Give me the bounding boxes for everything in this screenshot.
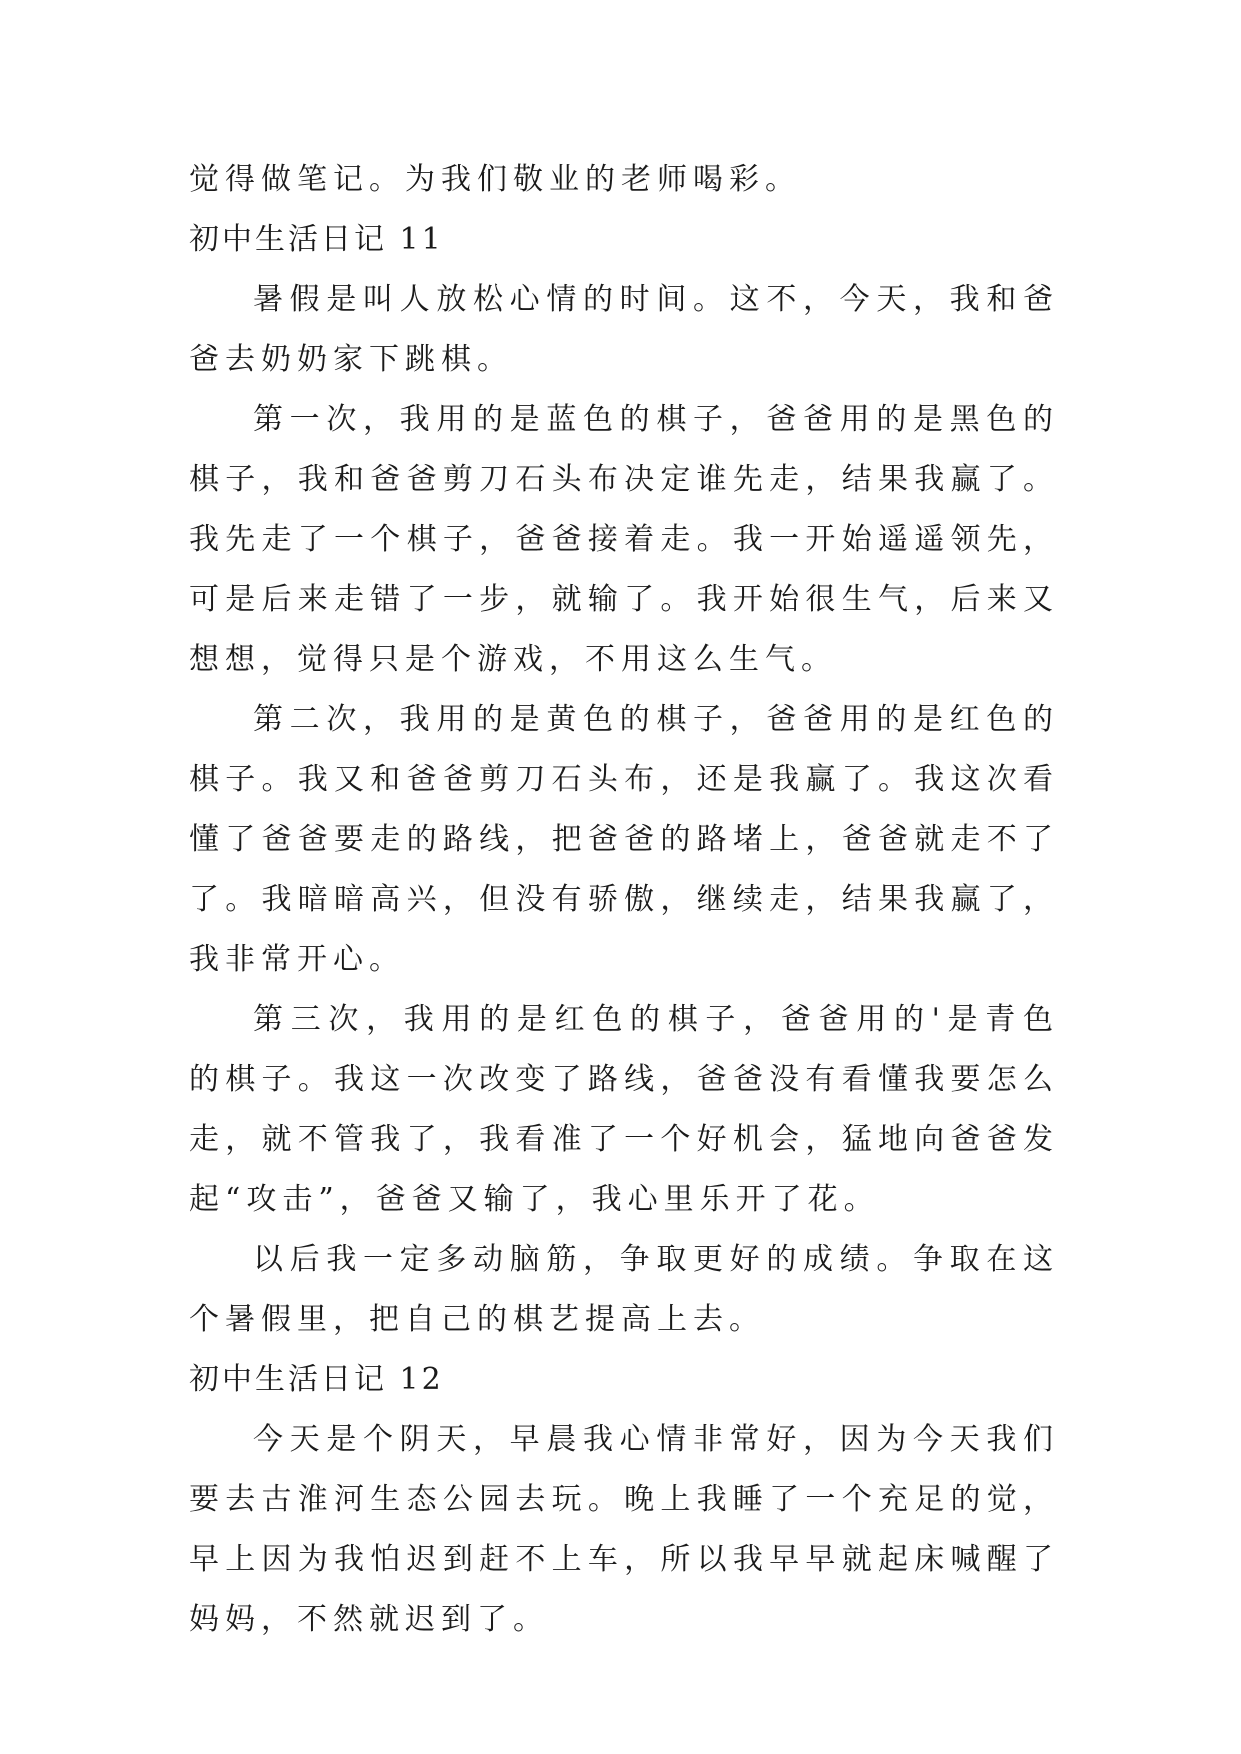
paragraph-first-game: 第一次，我用的是蓝色的棋子，爸爸用的是黑色的棋子，我和爸爸剪刀石头布决定谁先走，结果我赢了。我先走了一个棋子，爸爸接着走。我一开始遥遥领先，可是后来走错了一步，就输了。我开始很生气，后来又想想，觉得只是个游戏，不用这么生气。 xyxy=(189,402,1059,677)
diary-heading-12: 初中生活日记 12 xyxy=(189,1362,444,1397)
paragraph-intro: 暑假是叫人放松心情的时间。这不，今天，我和爸爸去奶奶家下跳棋。 xyxy=(189,282,1059,377)
diary-heading-11: 初中生活日记 11 xyxy=(189,222,444,257)
paragraph-continuation: 觉得做笔记。为我们敬业的老师喝彩。 xyxy=(189,162,801,197)
paragraph-third-game: 第三次，我用的是红色的棋子，爸爸用的'是青色的棋子。我这一次改变了路线，爸爸没有看懂我要怎么走，就不管我了，我看准了一个好机会，猛地向爸爸发起“攻击”，爸爸又输了，我心里乐开了花。 xyxy=(189,1002,1059,1217)
paragraph-second-game: 第二次，我用的是黄色的棋子，爸爸用的是红色的棋子。我又和爸爸剪刀石头布，还是我赢了。我这次看懂了爸爸要走的路线，把爸爸的路堵上，爸爸就走不了了。我暗暗高兴，但没有骄傲，继续走，结果我赢了，我非常开心。 xyxy=(189,702,1059,977)
document-page xyxy=(189,150,1059,1650)
paragraph-park-trip: 今天是个阴天，早晨我心情非常好，因为今天我们要去古淮河生态公园去玩。晚上我睡了一个充足的觉，早上因为我怕迟到赶不上车，所以我早早就起床喊醒了妈妈，不然就迟到了。 xyxy=(189,1422,1059,1637)
paragraph-conclusion: 以后我一定多动脑筋，争取更好的成绩。争取在这个暑假里，把自己的棋艺提高上去。 xyxy=(189,1242,1059,1337)
